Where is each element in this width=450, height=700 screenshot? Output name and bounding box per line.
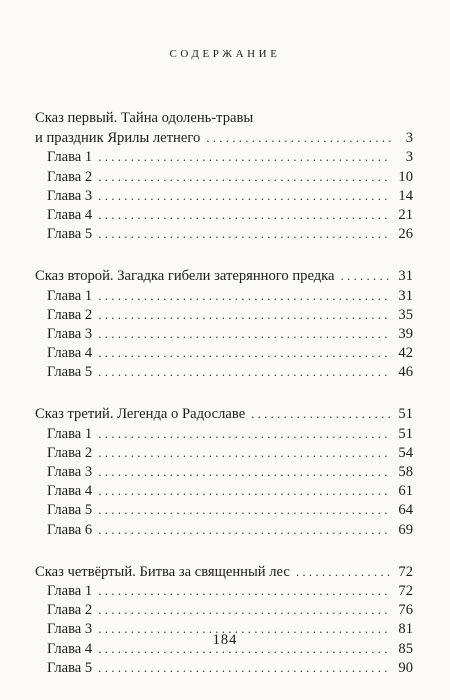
chapter-label: Глава 4 xyxy=(47,345,93,362)
section-title: Сказ четвёртый. Битва за священный лес xyxy=(35,563,290,580)
page-number: 76 xyxy=(398,602,413,619)
toc-entry-chapter[interactable] xyxy=(35,205,413,224)
toc-entry-chapter[interactable] xyxy=(35,186,413,205)
chapter-label: Глава 1 xyxy=(47,149,93,166)
page-number: 51 xyxy=(398,425,413,442)
toc-entry-chapter[interactable] xyxy=(35,167,413,186)
toc-entry-section[interactable] xyxy=(35,404,413,423)
toc-entry-chapter[interactable] xyxy=(35,581,413,600)
toc-entry-chapter[interactable] xyxy=(35,658,413,677)
toc-entry-chapter[interactable] xyxy=(35,600,413,619)
toc-section-3 xyxy=(35,404,413,538)
chapter-label: Глава 5 xyxy=(47,659,93,676)
leader-dots xyxy=(98,147,391,166)
chapter-label: Глава 1 xyxy=(47,287,93,304)
leader-dots xyxy=(98,305,391,324)
page-number: 31 xyxy=(398,268,413,285)
toc-entry-chapter[interactable] xyxy=(35,224,413,243)
page-title: содержание xyxy=(169,44,281,61)
chapter-label: Глава 3 xyxy=(47,187,93,204)
toc-entry-chapter[interactable] xyxy=(35,324,413,343)
section-title: Сказ третий. Легенда о Радославе xyxy=(35,406,246,423)
leader-dots xyxy=(98,581,391,600)
page-number: 69 xyxy=(398,521,413,538)
table-of-contents xyxy=(35,109,413,700)
page-number: 26 xyxy=(398,226,413,243)
leader-dots xyxy=(98,286,391,305)
section-title-line: и праздник Ярилы летнего xyxy=(35,130,201,147)
chapter-label: Глава 5 xyxy=(47,364,93,381)
toc-entry-section[interactable] xyxy=(35,128,413,147)
section-title: Сказ второй. Загадка гибели затерянного предка xyxy=(35,268,335,285)
leader-dots xyxy=(98,424,391,443)
toc-section-4 xyxy=(35,562,413,677)
chapter-label: Глава 4 xyxy=(47,640,93,657)
toc-entry-chapter[interactable] xyxy=(35,520,413,539)
leader-dots xyxy=(98,324,391,343)
leader-dots xyxy=(98,205,391,224)
toc-entry-chapter[interactable] xyxy=(35,500,413,519)
chapter-label: Глава 3 xyxy=(47,464,93,480)
page-number: 72 xyxy=(398,582,413,599)
page-number: 61 xyxy=(398,483,413,500)
toc-entry-chapter[interactable] xyxy=(35,462,413,481)
chapter-label: Глава 5 xyxy=(47,502,93,519)
folio-page-number: 184 xyxy=(212,632,238,648)
chapter-label: Глава 5 xyxy=(47,226,93,243)
chapter-label: Глава 4 xyxy=(47,206,93,223)
page-number: 54 xyxy=(398,444,413,461)
page-number: 42 xyxy=(398,345,413,362)
page-number: 81 xyxy=(398,621,413,638)
chapter-label: Глава 3 xyxy=(47,621,93,638)
leader-dots xyxy=(98,500,391,519)
page-number: 64 xyxy=(398,502,413,519)
page-number: 3 xyxy=(405,130,413,147)
chapter-label: Глава 2 xyxy=(47,168,93,185)
leader-dots xyxy=(296,562,391,581)
leader-dots xyxy=(98,362,391,381)
toc-entry-chapter[interactable] xyxy=(35,286,413,305)
leader-dots xyxy=(341,266,392,285)
page-number: 90 xyxy=(398,659,413,676)
leader-dots xyxy=(98,186,391,205)
chapter-label: Глава 2 xyxy=(47,444,93,461)
page-number: 51 xyxy=(398,406,413,423)
leader-dots xyxy=(98,343,391,362)
toc-entry-chapter[interactable] xyxy=(35,305,413,324)
toc-entry-chapter[interactable] xyxy=(35,362,413,381)
toc-entry-chapter[interactable] xyxy=(35,424,413,443)
page-number: 14 xyxy=(398,187,413,204)
chapter-label: Глава 1 xyxy=(47,425,93,442)
leader-dots xyxy=(98,600,391,619)
page-number: 58 xyxy=(398,464,413,480)
toc-entry-chapter[interactable] xyxy=(35,481,413,500)
chapter-label: Глава 1 xyxy=(47,582,93,599)
toc-entry-section[interactable] xyxy=(35,266,413,285)
leader-dots xyxy=(98,481,391,500)
page-number: 10 xyxy=(398,168,413,185)
leader-dots xyxy=(98,520,391,539)
leader-dots xyxy=(98,443,391,462)
leader-dots xyxy=(98,167,391,186)
toc-entry-chapter[interactable] xyxy=(35,147,413,166)
toc-entry-chapter[interactable] xyxy=(35,343,413,362)
chapter-label: Глава 4 xyxy=(47,483,93,500)
page-number: 72 xyxy=(398,563,413,580)
page-number: 46 xyxy=(398,364,413,381)
page-number: 31 xyxy=(398,287,413,304)
chapter-label: Глава 6 xyxy=(47,521,93,538)
toc-entry-chapter[interactable] xyxy=(35,443,413,462)
page-number: 3 xyxy=(405,149,413,166)
chapter-label: Глава 2 xyxy=(47,306,93,323)
toc-entry-section[interactable] xyxy=(35,562,413,581)
toc-section-1 xyxy=(35,109,413,243)
chapter-label: Глава 3 xyxy=(47,325,93,342)
page-number: 39 xyxy=(398,325,413,342)
leader-dots xyxy=(98,224,391,243)
page-number: 35 xyxy=(398,306,413,323)
chapter-label: Глава 2 xyxy=(47,602,93,619)
section-title-line: Сказ первый. Тайна одолень-травы xyxy=(35,110,254,126)
leader-dots xyxy=(206,128,391,147)
page-number: 85 xyxy=(398,640,413,657)
leader-dots xyxy=(98,658,391,677)
leader-dots xyxy=(98,462,391,481)
toc-section-2 xyxy=(35,266,413,381)
leader-dots xyxy=(251,404,391,423)
page-number: 21 xyxy=(398,206,413,223)
